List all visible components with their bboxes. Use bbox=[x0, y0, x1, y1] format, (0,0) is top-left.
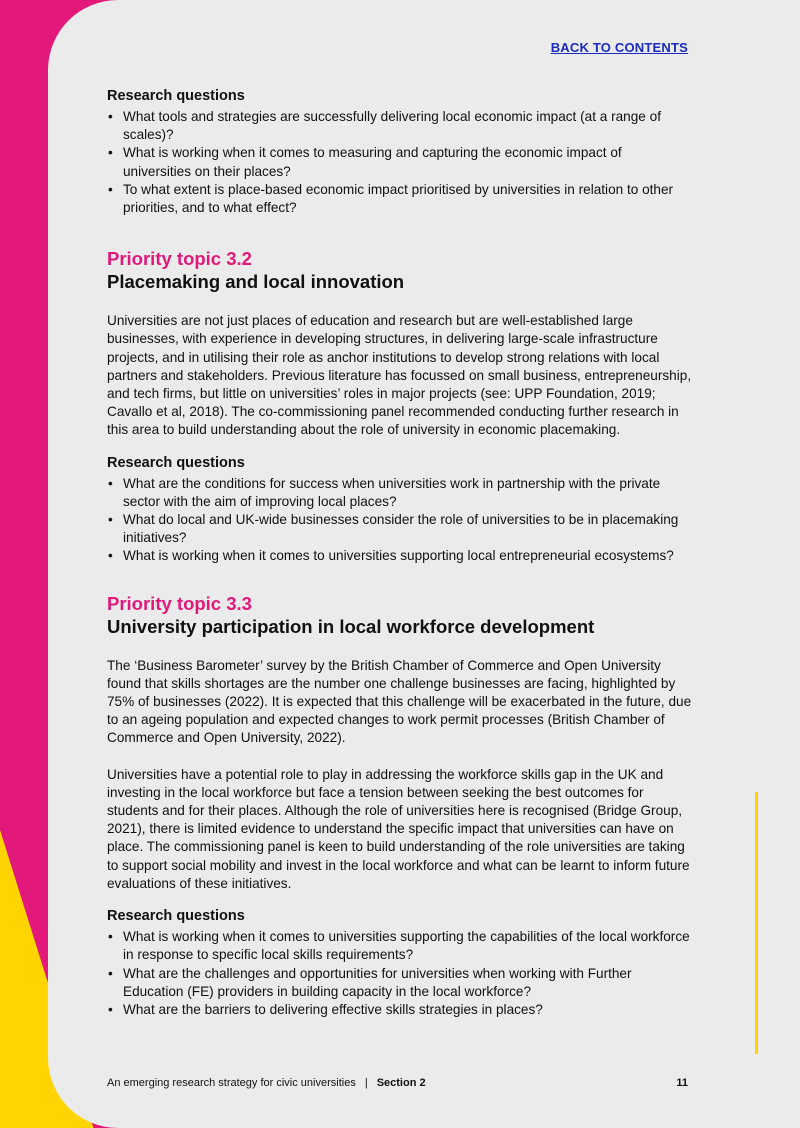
list-item: • What tools and strategies are successfully delivering local economic impact (at a range of scales)? bbox=[123, 108, 692, 144]
page-number: 11 bbox=[676, 1077, 688, 1089]
research-questions-heading: Research questions bbox=[107, 454, 245, 471]
topic-3-3-title: University participation in local workforce development bbox=[107, 615, 595, 637]
topic-3-3-label: Priority topic 3.3 bbox=[107, 592, 252, 614]
list-item: • What are the conditions for success when universities work in partnership with the private sector with the aim of improving local places? bbox=[123, 475, 692, 511]
research-questions-heading: Research questions bbox=[107, 88, 245, 104]
page-footer bbox=[107, 1077, 688, 1089]
main-content bbox=[107, 88, 692, 1019]
topic-3-2-paragraph: Universities are not just places of education and research but are well-established large businesses, with experience in developing structures, in delivering large-scale infrastructure projects, and in utilising their role as anchor institutions to develop strong relations with local partners and stakeholders. Previous literature has focussed on small business, entrepreneurship, and tech firms, but little on universities’ roles in major projects (see: UPP Foundation, 2019; Cavallo et al, 2018). The co-commissioning panel recommended conducting further research in this area to build understanding about the role of university in economic placemaking. bbox=[107, 313, 692, 438]
list-item: • What is working when it comes to universities supporting local entrepreneurial ecosystems? bbox=[123, 547, 692, 565]
list-item: • To what extent is place-based economic impact prioritised by universities in relation to other priorities, and to what effect? bbox=[123, 181, 692, 217]
list-item: • What are the challenges and opportunities for universities when working with Further Education (FE) providers in building capacity in the local workforce? bbox=[123, 965, 692, 1001]
footer-doc-title: An emerging research strategy for civic universities bbox=[107, 1077, 356, 1089]
list-item: • What are the barriers to delivering effective skills strategies in places? bbox=[123, 1001, 692, 1019]
research-questions-list-3-2 bbox=[107, 475, 692, 566]
topic-3-2-title: Placemaking and local innovation bbox=[107, 271, 405, 293]
back-to-contents-link[interactable]: BACK TO CONTENTS bbox=[550, 40, 688, 55]
yellow-margin-line bbox=[755, 792, 758, 1054]
list-item: • What is working when it comes to measuring and capturing the economic impact of universities on their places? bbox=[123, 144, 692, 180]
research-questions-list-3-3 bbox=[107, 928, 692, 1019]
topic-3-3-paragraph-1: The ‘Business Barometer’ survey by the British Chamber of Commerce and Open University found that skills shortages are the number one challenge businesses are facing, highlighted by 75% of businesses (2022). It is expected that this challenge will be exacerbated in the future, due to an ageing population and expected changes to work permit processes (British Chamber of Commerce and Open University, 2022). bbox=[107, 657, 692, 746]
footer-section: Section 2 bbox=[376, 1077, 426, 1089]
list-item: • What do local and UK-wide businesses consider the role of universities to be in placemaking initiatives? bbox=[123, 511, 692, 547]
topic-3-2-label: Priority topic 3.2 bbox=[107, 248, 252, 270]
research-questions-heading: Research questions bbox=[107, 908, 245, 925]
topic-3-3-paragraph-2: Universities have a potential role to play in addressing the workforce skills gap in the UK and investing in the local workforce but face a tension between seeking the best outcomes for students and for their places. Although the role of universities here is recognised (Bridge Group, 2021), there is limited evidence to understand the specific impact that universities can have on place. The commissioning panel is keen to build understanding of the role universities are taking to support social mobility and invest in the local workforce and what can be learnt to inform future evaluations of these initiatives. bbox=[107, 766, 690, 891]
research-questions-list-3-1 bbox=[107, 108, 692, 217]
footer-separator: | bbox=[364, 1077, 368, 1089]
list-item: • What is working when it comes to universities supporting the capabilities of the local workforce in response to specific local skills requirements? bbox=[123, 928, 692, 964]
